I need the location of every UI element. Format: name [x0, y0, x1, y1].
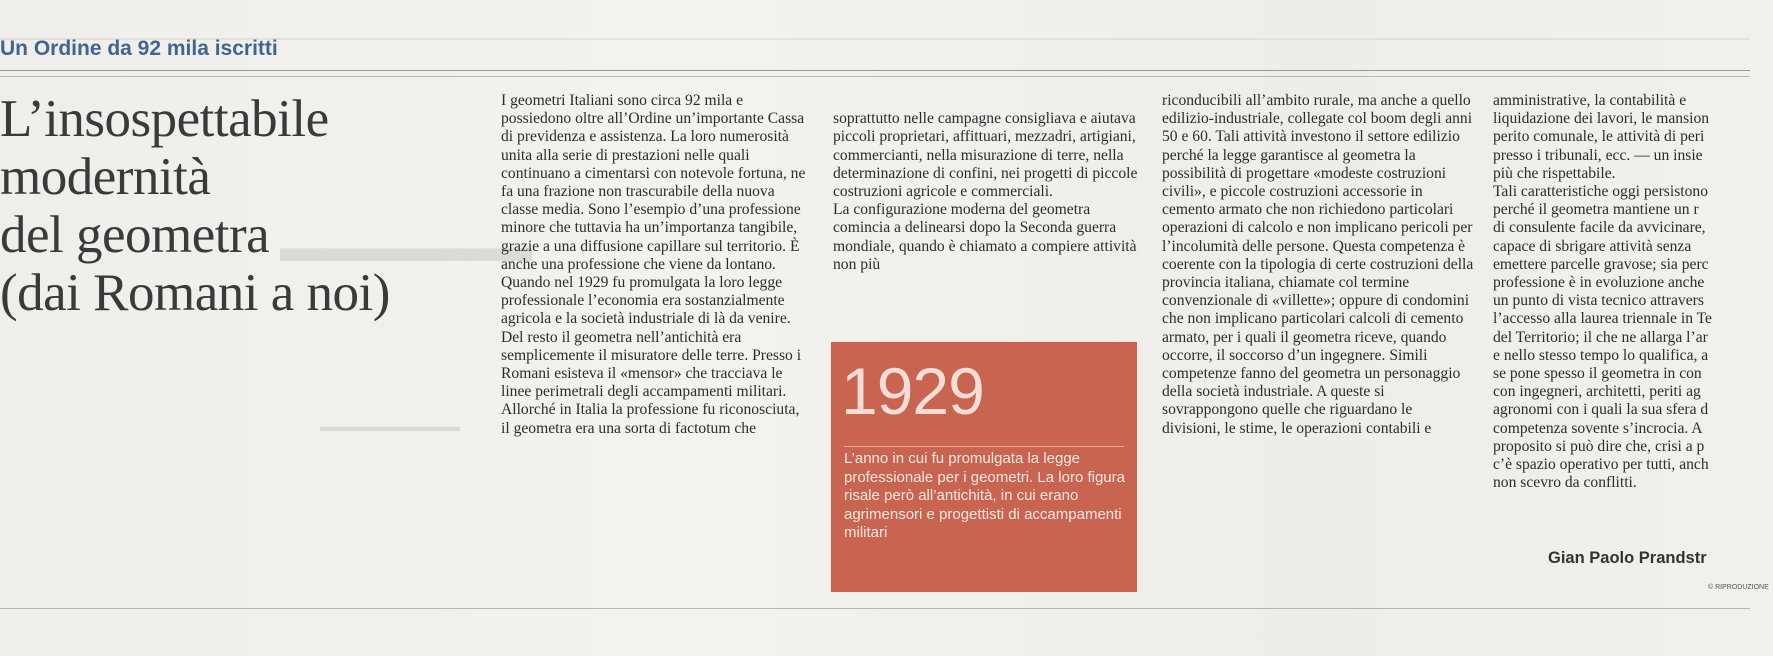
- column-line: perito comunale, le attività di peri: [1493, 128, 1705, 146]
- fact-box-year: 1929: [841, 354, 984, 428]
- top-rule: [0, 70, 1750, 71]
- column-line: emettere parcelle gravose; sia perc: [1493, 255, 1709, 273]
- column-text: soprattutto nelle campagne consigliava e aiutava piccoli proprietari, affittuari, mezzadri, artigiani, commercianti, nella misurazione di terre, nella determinazione di confini, nei progetti di piccole costruzioni agricole e commerciali. La configurazione moderna del geometra comincia a delinearsi dopo la Seconda guerra mondiale, quando è chiamato a compiere attività non più: [833, 110, 1138, 273]
- fact-box-caption: L’anno in cui fu promulgata la legge professionale per i geometri. La loro figura risale però all’antichità, in cui erano agrimensori e progettisti di accampamenti militari: [844, 450, 1125, 541]
- column-line: e nello stesso tempo lo qualifica, a: [1493, 346, 1709, 364]
- column-line: Tali caratteristiche oggi persistono: [1493, 183, 1708, 201]
- bottom-rule: [0, 608, 1750, 609]
- kicker: Un Ordine da 92 mila iscritti: [0, 37, 278, 60]
- column-line: più che rispettabile.: [1493, 164, 1616, 182]
- column-line: non scevro da conflitti.: [1493, 474, 1637, 492]
- column-line: un punto di vista tecnico attravers: [1493, 292, 1704, 310]
- article-column-3: [1162, 92, 1474, 438]
- column-line: se pone spesso il geometra in con: [1493, 365, 1702, 383]
- column-line: di consulente facile da avvicinare,: [1493, 219, 1706, 237]
- column-line: con ingegneri, architetti, periti ag: [1493, 383, 1701, 401]
- show-through-texture: ▬▬▬▬▬▬▬▬▬▬: [320, 420, 460, 435]
- column-line: agronomi con i quali la sua sfera d: [1493, 401, 1709, 419]
- column-line: del Territorio; il che ne allarga l’ar: [1493, 328, 1708, 346]
- column-line: l’accesso alla laurea triennale in Te: [1493, 310, 1712, 328]
- column-text: riconducibili all’ambito rurale, ma anche a quello edilizio-industriale, collegate col boom degli anni 50 e 60. Tali attività investono il settore edilizio perché la legge garantisce al geometra la possibilità di progettare «modeste costruzioni civili», e piccole costruzioni accessorie in cemento armato che non richiedono particolari operazioni di calcolo e non implicano pericoli per l’incolumità delle persone. Questa competenza è coerente con la tipologia di certe costruzioni della provincia italiana, chiamate col termine convenzionale di «villette»; oppure di condomini che non implicano particolari calcoli di cemento armato, per i quali il geometra riceve, quando occorre, il soccorso d’un ingegnere. Simili competenze fanno del geometra un personaggio della società industriale. A queste si sovrappongono quelle che riguardano le divisioni, le stime, le operazioni contabili e: [1162, 92, 1474, 437]
- headline: L’insospettabile modernità del geometra (dai Romani a noi): [0, 90, 390, 322]
- top-rule-secondary: [0, 76, 1750, 77]
- show-through-texture: ▬▬▬▬▬▬: [280, 225, 532, 271]
- copyright-notice: © RIPRODUZIONE: [1708, 584, 1769, 591]
- column-line: amministrative, la contabilità e: [1493, 92, 1687, 109]
- column-line: capace di sbrigare attività senza: [1493, 237, 1692, 255]
- author-byline: Gian Paolo Prandstr: [1548, 549, 1707, 567]
- article-column-1: [501, 92, 811, 438]
- column-line: professione è in evoluzione anche: [1493, 274, 1705, 292]
- article-column-2: [833, 92, 1141, 292]
- article-column-4: [1493, 92, 1773, 492]
- column-line: liquidazione dei lavori, le mansion: [1493, 110, 1710, 128]
- column-line: competenza sovente s’incrocia. A: [1493, 419, 1703, 437]
- fact-box: [831, 342, 1137, 592]
- column-line: c’è spazio operativo per tutti, anch: [1493, 456, 1709, 474]
- fact-box-rule: [844, 446, 1124, 447]
- column-line: presso i tribunali, ecc. — un insie: [1493, 146, 1703, 164]
- column-text: I geometri Italiani sono circa 92 mila e possiedono oltre all’Ordine un’importante Cassa di previdenza e assistenza. La loro numerosità unita alla serie di prestazioni nelle quali continuano a cimentarsi con notevole fortuna, ne fa una frazione non trascurabile della nuova classe media. Sono l’esempio d’una professione minore che tuttavia ha un’importanza tangibile, grazie a una diffusione capillare sul territorio. È anche una professione che viene da lontano. Quando nel 1929 fu promulgata la loro legge professionale l’economia era sostanzialmente agricola e la società industriale di là da venire. Del resto il geometra nell’antichità era semplicemente il misuratore delle terre. Presso i Romani esisteva il «mensor» che tracciava le linee perimetrali degli accampamenti militari. Allorché in Italia la professione fu riconosciuta, il geometra era una sorta di factotum che: [501, 92, 806, 437]
- column-line: perché il geometra mantiene un r: [1493, 201, 1699, 219]
- column-line: proposito si può dire che, crisi a p: [1493, 437, 1705, 455]
